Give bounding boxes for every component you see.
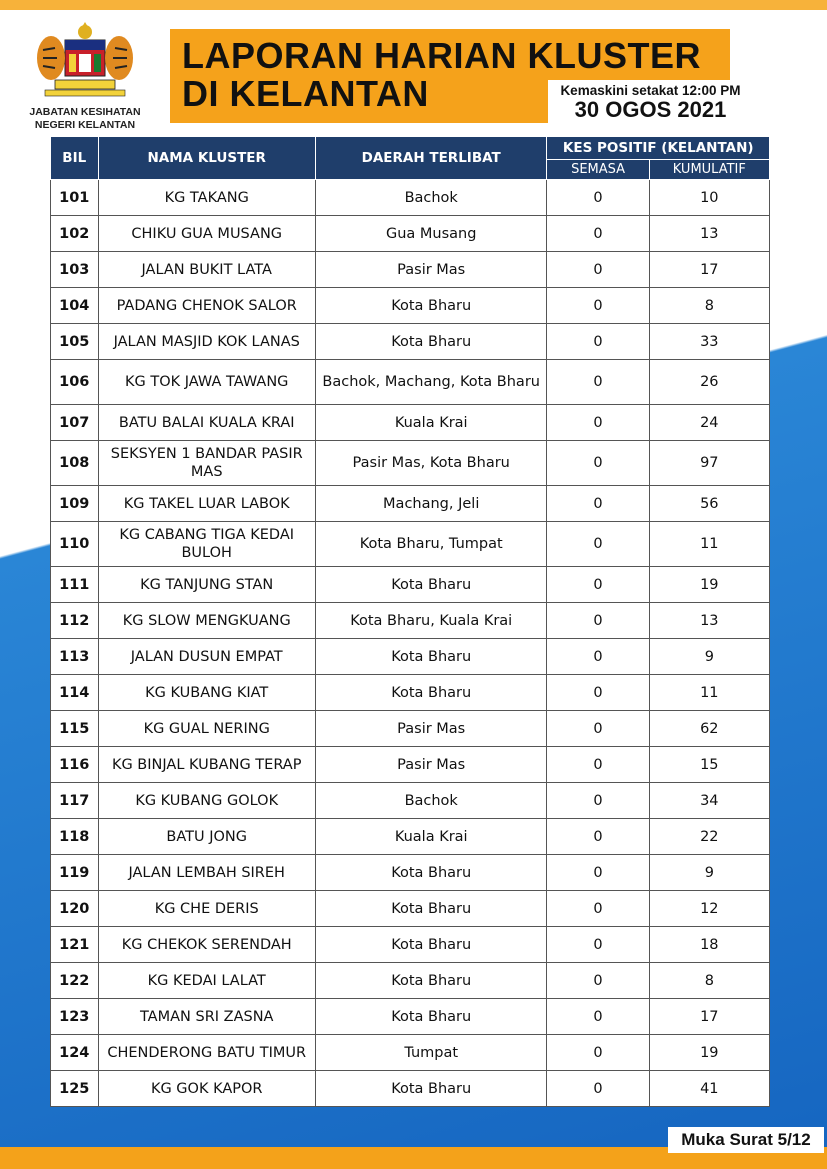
cell-nama-kluster: CHENDERONG BATU TIMUR: [98, 1035, 315, 1071]
cell-bil: 109: [51, 486, 99, 522]
cell-daerah: Pasir Mas: [315, 747, 547, 783]
table-row: [51, 819, 770, 855]
cell-kumulatif: 33: [649, 324, 769, 360]
cell-semasa: 0: [547, 405, 649, 441]
cell-semasa: 0: [547, 711, 649, 747]
table-row: [51, 405, 770, 441]
cell-nama-kluster: JALAN DUSUN EMPAT: [98, 639, 315, 675]
cell-semasa: 0: [547, 783, 649, 819]
table-row: [51, 675, 770, 711]
cell-bil: 120: [51, 891, 99, 927]
cell-nama-kluster: KG TANJUNG STAN: [98, 567, 315, 603]
cell-daerah: Kota Bharu: [315, 927, 547, 963]
cell-daerah: Bachok: [315, 783, 547, 819]
cell-nama-kluster: TAMAN SRI ZASNA: [98, 999, 315, 1035]
cell-nama-kluster: KG GOK KAPOR: [98, 1071, 315, 1107]
table-row: [51, 747, 770, 783]
cell-kumulatif: 17: [649, 999, 769, 1035]
table-row: [51, 855, 770, 891]
cell-daerah: Kota Bharu: [315, 1071, 547, 1107]
cell-kumulatif: 15: [649, 747, 769, 783]
cell-nama-kluster: KG KEDAI LALAT: [98, 963, 315, 999]
title-line2: DI KELANTAN: [182, 73, 429, 114]
cell-semasa: 0: [547, 1035, 649, 1071]
table-row: [51, 567, 770, 603]
cell-nama-kluster: KG CHEKOK SERENDAH: [98, 927, 315, 963]
cell-bil: 108: [51, 441, 99, 486]
cell-kumulatif: 12: [649, 891, 769, 927]
org-name-line2: NEGERI KELANTAN: [34, 119, 136, 131]
cell-nama-kluster: SEKSYEN 1 BANDAR PASIR MAS: [98, 441, 315, 486]
cell-semasa: 0: [547, 963, 649, 999]
cell-bil: 117: [51, 783, 99, 819]
cell-nama-kluster: BATU BALAI KUALA KRAI: [98, 405, 315, 441]
cell-daerah: Machang, Jeli: [315, 486, 547, 522]
cell-kumulatif: 19: [649, 1035, 769, 1071]
top-stripe: [0, 0, 827, 10]
cell-bil: 112: [51, 603, 99, 639]
cell-kumulatif: 13: [649, 603, 769, 639]
cell-semasa: 0: [547, 1071, 649, 1107]
cell-bil: 110: [51, 522, 99, 567]
cell-bil: 119: [51, 855, 99, 891]
table-row: [51, 999, 770, 1035]
cell-semasa: 0: [547, 288, 649, 324]
cell-daerah: Pasir Mas, Kota Bharu: [315, 441, 547, 486]
cell-semasa: 0: [547, 441, 649, 486]
cell-kumulatif: 56: [649, 486, 769, 522]
cell-daerah: Pasir Mas: [315, 711, 547, 747]
cell-nama-kluster: KG KUBANG KIAT: [98, 675, 315, 711]
cell-semasa: 0: [547, 855, 649, 891]
header-kumulatif: KUMULATIF: [649, 160, 769, 180]
cell-kumulatif: 8: [649, 288, 769, 324]
cluster-table: [50, 136, 770, 1107]
cell-daerah: Kota Bharu: [315, 639, 547, 675]
cell-semasa: 0: [547, 216, 649, 252]
org-name-line1: JABATAN KESIHATAN: [29, 106, 141, 118]
cell-nama-kluster: KG GUAL NERING: [98, 711, 315, 747]
cell-bil: 106: [51, 360, 99, 405]
cell-kumulatif: 97: [649, 441, 769, 486]
header-kes-positif: KES POSITIF (KELANTAN): [547, 137, 770, 160]
cell-semasa: 0: [547, 252, 649, 288]
cell-daerah: Kuala Krai: [315, 405, 547, 441]
cell-nama-kluster: KG CABANG TIGA KEDAI BULOH: [98, 522, 315, 567]
cell-nama-kluster: CHIKU GUA MUSANG: [98, 216, 315, 252]
cell-daerah: Kota Bharu, Tumpat: [315, 522, 547, 567]
cell-bil: 115: [51, 711, 99, 747]
cell-kumulatif: 10: [649, 180, 769, 216]
table-row: [51, 1035, 770, 1071]
table-row: [51, 252, 770, 288]
table-row: [51, 324, 770, 360]
header-nama-kluster: NAMA KLUSTER: [98, 137, 315, 180]
cell-bil: 103: [51, 252, 99, 288]
update-label: Kemaskini setakat 12:00 PM: [560, 83, 741, 98]
cell-semasa: 0: [547, 522, 649, 567]
cell-kumulatif: 11: [649, 675, 769, 711]
cell-bil: 101: [51, 180, 99, 216]
cell-semasa: 0: [547, 891, 649, 927]
cell-daerah: Kota Bharu: [315, 999, 547, 1035]
cell-bil: 118: [51, 819, 99, 855]
table-row: [51, 711, 770, 747]
table-body: [51, 180, 770, 1107]
cell-daerah: Kota Bharu: [315, 324, 547, 360]
cell-daerah: Kota Bharu: [315, 675, 547, 711]
cell-bil: 125: [51, 1071, 99, 1107]
table-row: [51, 783, 770, 819]
cell-bil: 104: [51, 288, 99, 324]
ministry-logo: [20, 18, 150, 130]
cell-kumulatif: 9: [649, 639, 769, 675]
cell-daerah: Kota Bharu: [315, 567, 547, 603]
cell-kumulatif: 17: [649, 252, 769, 288]
cell-kumulatif: 19: [649, 567, 769, 603]
header-semasa: SEMASA: [547, 160, 649, 180]
table-row: [51, 441, 770, 486]
cell-semasa: 0: [547, 639, 649, 675]
cell-nama-kluster: KG BINJAL KUBANG TERAP: [98, 747, 315, 783]
cell-daerah: Kota Bharu: [315, 891, 547, 927]
cell-bil: 123: [51, 999, 99, 1035]
cell-daerah: Kota Bharu: [315, 855, 547, 891]
cell-daerah: Gua Musang: [315, 216, 547, 252]
cell-daerah: Bachok, Machang, Kota Bharu: [315, 360, 547, 405]
cell-daerah: Bachok: [315, 180, 547, 216]
cell-bil: 116: [51, 747, 99, 783]
cell-kumulatif: 8: [649, 963, 769, 999]
cell-daerah: Kota Bharu: [315, 288, 547, 324]
table-row: [51, 927, 770, 963]
cell-kumulatif: 41: [649, 1071, 769, 1107]
table-row: [51, 603, 770, 639]
table-row: [51, 288, 770, 324]
cell-kumulatif: 26: [649, 360, 769, 405]
cell-nama-kluster: PADANG CHENOK SALOR: [98, 288, 315, 324]
cell-bil: 124: [51, 1035, 99, 1071]
cell-bil: 111: [51, 567, 99, 603]
cell-bil: 105: [51, 324, 99, 360]
cell-kumulatif: 24: [649, 405, 769, 441]
cell-daerah: Kota Bharu: [315, 963, 547, 999]
cell-bil: 114: [51, 675, 99, 711]
cell-bil: 122: [51, 963, 99, 999]
table-row: [51, 522, 770, 567]
cell-semasa: 0: [547, 324, 649, 360]
cell-semasa: 0: [547, 675, 649, 711]
cell-kumulatif: 18: [649, 927, 769, 963]
cell-semasa: 0: [547, 927, 649, 963]
cell-bil: 113: [51, 639, 99, 675]
cell-nama-kluster: KG TAKEL LUAR LABOK: [98, 486, 315, 522]
cell-nama-kluster: BATU JONG: [98, 819, 315, 855]
header-bil: BIL: [51, 137, 99, 180]
cell-semasa: 0: [547, 360, 649, 405]
cell-semasa: 0: [547, 567, 649, 603]
table-row: [51, 486, 770, 522]
table-row: [51, 1071, 770, 1107]
table-row: [51, 639, 770, 675]
cell-daerah: Tumpat: [315, 1035, 547, 1071]
cell-bil: 107: [51, 405, 99, 441]
cell-nama-kluster: KG KUBANG GOLOK: [98, 783, 315, 819]
cell-kumulatif: 22: [649, 819, 769, 855]
cell-kumulatif: 11: [649, 522, 769, 567]
cell-kumulatif: 62: [649, 711, 769, 747]
cell-kumulatif: 34: [649, 783, 769, 819]
cell-nama-kluster: JALAN LEMBAH SIREH: [98, 855, 315, 891]
cell-bil: 121: [51, 927, 99, 963]
cell-semasa: 0: [547, 486, 649, 522]
page-number: Muka Surat 5/12: [668, 1127, 824, 1153]
cell-nama-kluster: JALAN MASJID KOK LANAS: [98, 324, 315, 360]
table-row: [51, 360, 770, 405]
cell-nama-kluster: KG SLOW MENGKUANG: [98, 603, 315, 639]
header-daerah-terlibat: DAERAH TERLIBAT: [315, 137, 547, 180]
cell-nama-kluster: KG CHE DERIS: [98, 891, 315, 927]
cell-nama-kluster: KG TAKANG: [98, 180, 315, 216]
cell-semasa: 0: [547, 819, 649, 855]
cell-daerah: Kuala Krai: [315, 819, 547, 855]
cell-bil: 102: [51, 216, 99, 252]
cell-kumulatif: 13: [649, 216, 769, 252]
table-row: [51, 180, 770, 216]
cell-semasa: 0: [547, 603, 649, 639]
cell-daerah: Kota Bharu, Kuala Krai: [315, 603, 547, 639]
cell-daerah: Pasir Mas: [315, 252, 547, 288]
cell-kumulatif: 9: [649, 855, 769, 891]
table-row: [51, 216, 770, 252]
cell-nama-kluster: KG TOK JAWA TAWANG: [98, 360, 315, 405]
cell-nama-kluster: JALAN BUKIT LATA: [98, 252, 315, 288]
update-info: [548, 80, 753, 126]
coat-of-arms-icon: [25, 18, 145, 100]
update-date: 30 OGOS 2021: [574, 97, 727, 122]
cell-semasa: 0: [547, 747, 649, 783]
cell-semasa: 0: [547, 999, 649, 1035]
table-row: [51, 891, 770, 927]
cell-semasa: 0: [547, 180, 649, 216]
title-line1: LAPORAN HARIAN KLUSTER: [182, 35, 701, 76]
table-row: [51, 963, 770, 999]
